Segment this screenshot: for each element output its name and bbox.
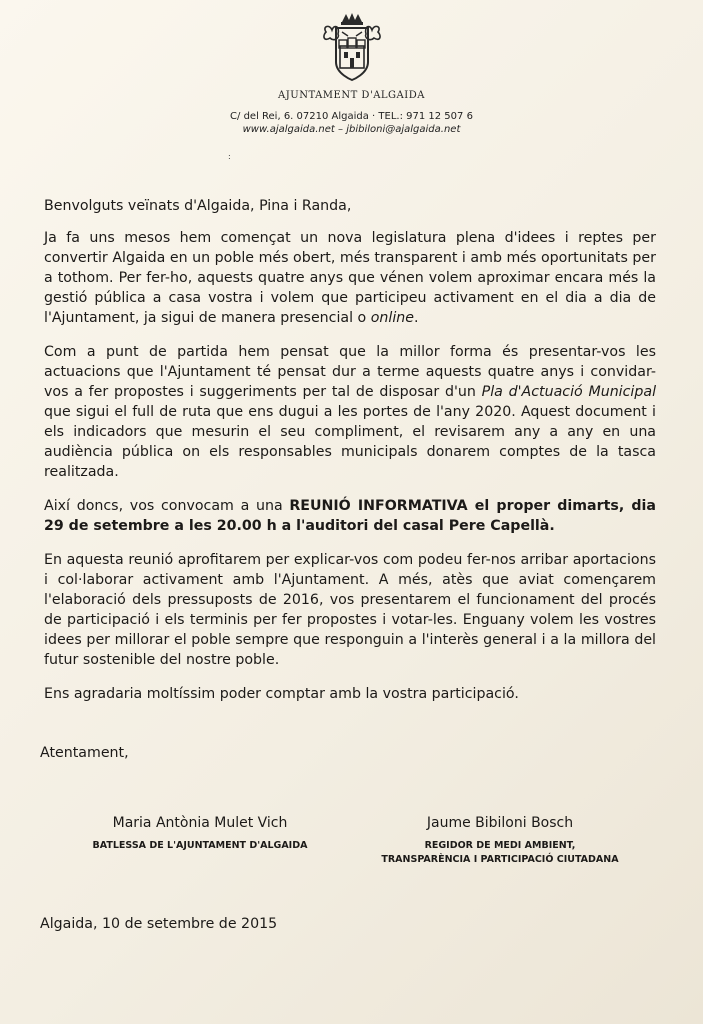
signer-role bbox=[360, 839, 640, 867]
paragraph-3 bbox=[44, 496, 656, 536]
p3-meeting-details: REUNIÓ INFORMATIVA el proper dimarts, dia 29 de setembre a les 20.00 h a l'auditori del casal Pere Capellà. bbox=[44, 498, 656, 534]
address: C/ del Rei, 6. 07210 Algaida · TEL.: 971 12 507 6 bbox=[230, 111, 473, 122]
p2-end: que sigui el full de ruta que ens dugui a les portes de l'any 2020. Aquest document i els indicadors que mesurin el seu compliment, el revisarem any a any en una audiència pública on els responsables municipals donarem comptes de la tasca realitzada. bbox=[44, 404, 656, 480]
p2-text: Com a punt de partida hem pensat que la millor forma és presentar-vos les actuacions que l'Ajuntament té pensat dur a terme aquests quatre anys i convidar-vos a fer propostes i suggeriments per tal de disposar d'un bbox=[44, 344, 656, 400]
signer-role-line-1: REGIDOR DE MEDI AMBIENT, bbox=[424, 840, 576, 851]
signer-name: Jaume Bibiloni Bosch bbox=[426, 815, 574, 831]
p1-end: . bbox=[414, 310, 419, 326]
signer-role-line-2: TRANSPARÈNCIA I PARTICIPACIÓ CIUTADANA bbox=[381, 854, 619, 865]
signature-left bbox=[70, 815, 330, 853]
signature-right bbox=[360, 815, 640, 867]
p1-emphasis: online bbox=[370, 310, 415, 326]
org-name: AJUNTAMENT D'ALGAIDA bbox=[278, 90, 425, 101]
greeting: Benvolguts veïnats d'Algaida, Pina i Randa, bbox=[44, 198, 352, 214]
letter-date: Algaida, 10 de setembre de 2015 bbox=[40, 916, 278, 932]
p3-text: Així doncs, vos convocam a una bbox=[44, 498, 290, 514]
paragraph-1 bbox=[44, 228, 656, 328]
paragraph-4: En aquesta reunió aprofitarem per explicar-vos com podeu fer-nos arribar aportacions i col·laborar activament amb l'Ajuntament. A més, atès que aviat començarem l'elaboració dels pressuposts de 2016, vos presentarem el funcionament del procés de participació i els terminis per fer propostes i votar-les. Enguany volem les vostres idees per millorar el poble sempre que responguin a l'interès general i a la millora del futur sostenible del nostre poble. bbox=[44, 552, 656, 668]
speck: : bbox=[228, 152, 231, 161]
paragraph-5: Ens agradaria moltíssim poder comptar amb la vostra participació. bbox=[44, 686, 519, 702]
p2-emphasis: Pla d'Actuació Municipal bbox=[481, 384, 657, 400]
letter-body bbox=[44, 196, 656, 718]
paragraph-2 bbox=[44, 342, 656, 482]
letterhead bbox=[0, 12, 703, 135]
p1-text: Ja fa uns mesos hem començat un nova legislatura plena d'idees i reptes per convertir Algaida en un poble més obert, més transparent i amb més oportunitats per a tothom. Per fer-ho, aquests quatre anys que vénen volem aproximar encara més la gestió pública a casa vostra i volem que participeu activament en el dia a dia de l'Ajuntament, ja sigui de manera presencial o bbox=[44, 230, 656, 326]
signer-role: BATLESSA DE L'AJUNTAMENT D'ALGAIDA bbox=[92, 840, 308, 851]
closing: Atentament, bbox=[40, 745, 129, 761]
web-email: www.ajalgaida.net – jbibiloni@ajalgaida.net bbox=[242, 124, 461, 135]
signer-name: Maria Antònia Mulet Vich bbox=[112, 815, 288, 831]
coat-of-arms-icon bbox=[320, 12, 384, 84]
